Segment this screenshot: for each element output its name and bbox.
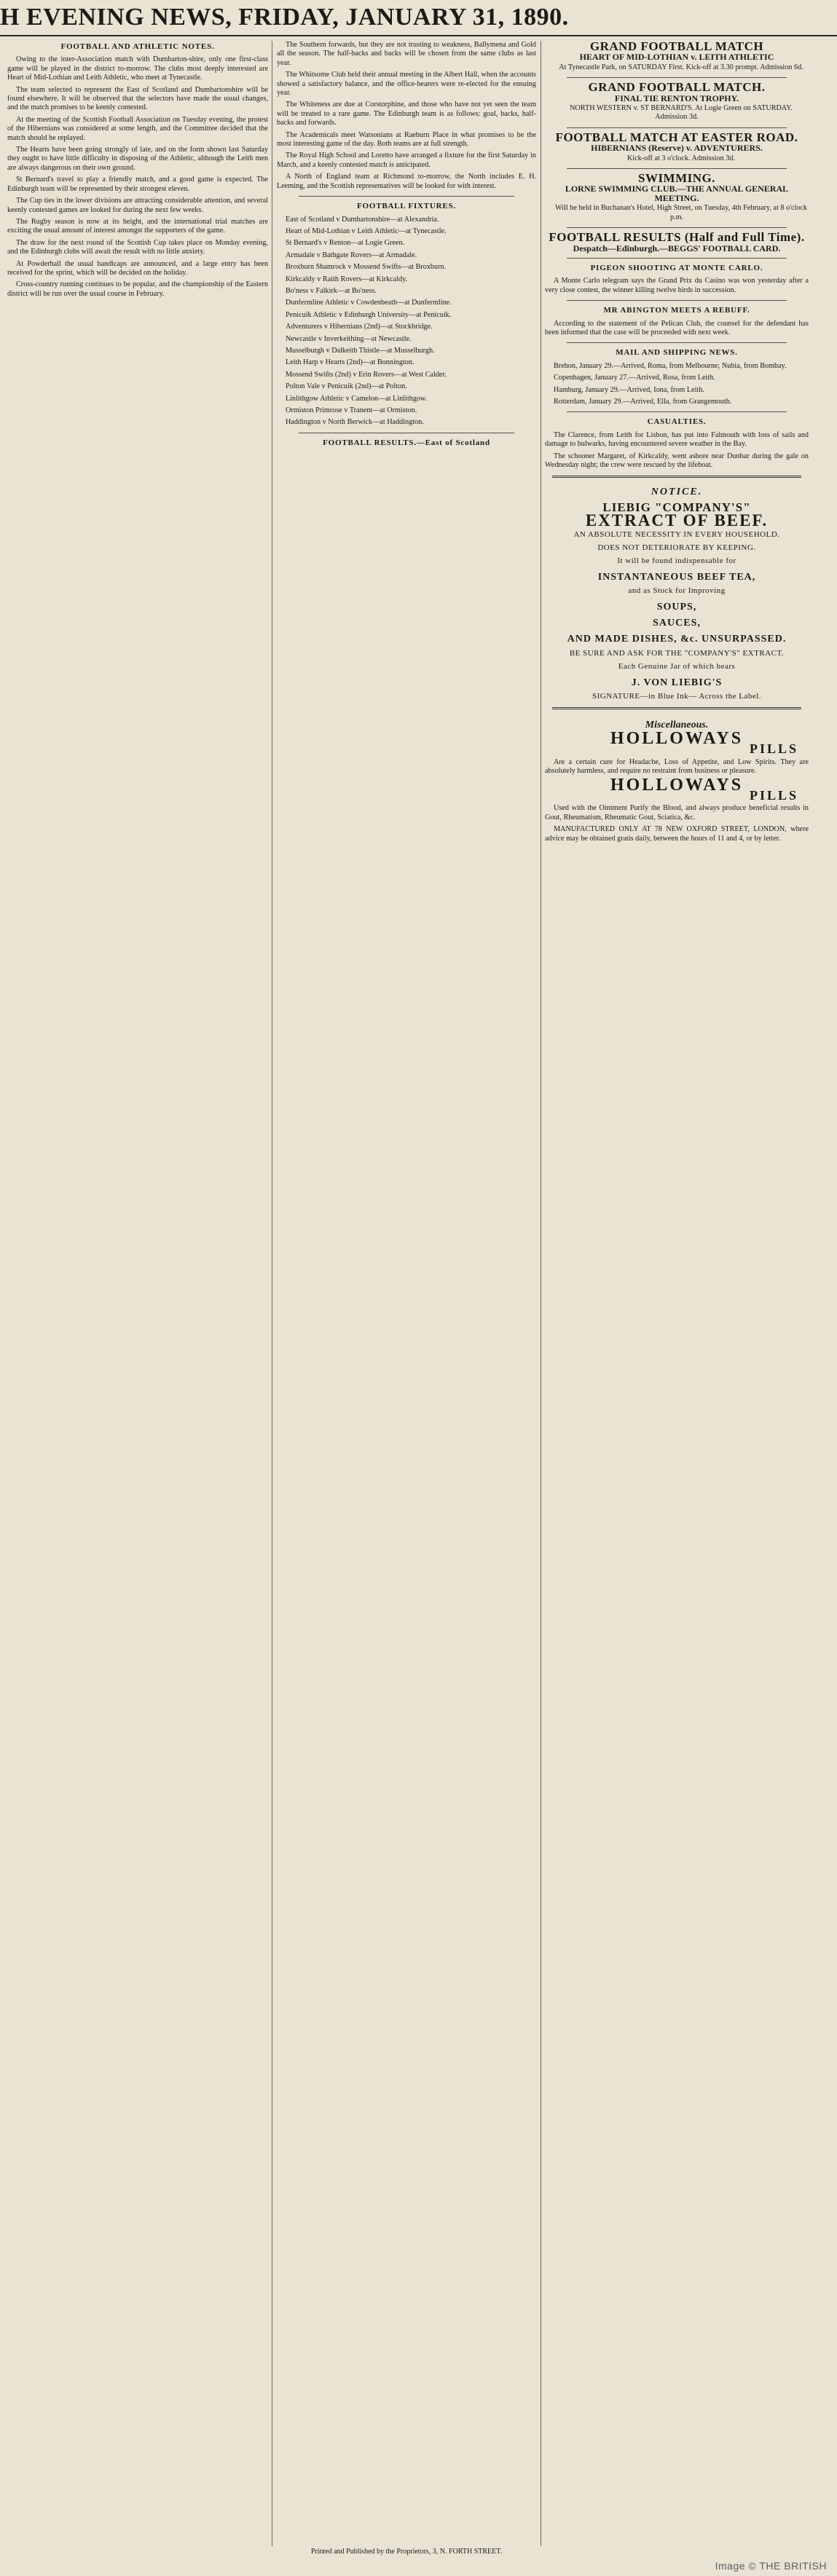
watermark: Image © THE BRITISH	[715, 2560, 827, 2572]
advert-line3: At Tynecastle Park, on SATURDAY First. Kick-off at 3.30 prompt. Admission 6d.	[559, 63, 803, 71]
divider	[567, 127, 787, 128]
advert-line: Each Genuine Jar of which bears	[618, 662, 736, 671]
divider	[552, 476, 801, 478]
article-paragraph: East of Scotland v Dumbartonshire—at Alexandria.	[286, 215, 439, 224]
advert-line: SAUCES,	[653, 618, 701, 629]
news-paragraph: The Clarence, from Leith for Lisbon, has put into Falmouth with loss of sails and damage to bulwarks, having encountered severe weather in the Bay.	[545, 430, 809, 449]
advert-paragraph: Used with the Ointment Purify the Blood, and always produce beneficial results in Gout, Rheumatism, Rheumatic Gout, Sciatica, &c.	[545, 804, 809, 822]
advert-line1: FOOTBALL MATCH AT EASTER ROAD.	[555, 130, 798, 144]
article-paragraph: Newcastle v Inverkeithing—at Newcastle.	[286, 334, 412, 343]
advert-line3: NORTH WESTERN v. ST BERNARD'S. At Logie Green on SATURDAY. Admission 3d.	[570, 104, 793, 122]
fixtures-list	[277, 216, 536, 428]
article-body	[7, 55, 268, 299]
column-sports-notes	[7, 41, 268, 2546]
advert-line1: FOOTBALL RESULTS (Half and Full Time).	[549, 230, 805, 245]
advert	[545, 130, 809, 163]
advert-line2: LORNE SWIMMING CLUB.—THE ANNUAL GENERAL MEETING.	[565, 184, 789, 203]
masthead	[0, 0, 837, 36]
article-paragraph: The draw for the next round of the Scottish Cup takes place on Monday evening, and the Edinburgh clubs will await the result with no little anxiety.	[7, 238, 268, 256]
liebig-title: LIEBIG "COMPANY'S"	[602, 500, 751, 514]
advert-line3: Will be held in Buchanan's Hotel, High Street, on Tuesday, 4th February, at 8 o'clock p.m.	[555, 204, 807, 221]
pigeon-heading: PIGEON SHOOTING AT MONTE CARLO.	[590, 263, 763, 272]
article-paragraph: Mossend Swifts (2nd) v Erin Rovers—at West Calder.	[286, 370, 447, 379]
divider	[567, 168, 787, 169]
advert-line: J. VON LIEBIG'S	[631, 677, 723, 688]
article-paragraph: The Royal High School and Loretto have arranged a fixture for the first Saturday in March, and a keenly contested match is anticipated.	[277, 151, 536, 169]
advert-line2: FINAL TIE RENTON TROPHY.	[614, 92, 739, 103]
advert-line2: HIBERNIANS (Reserve) v. ADVENTURERS.	[591, 143, 763, 154]
divider	[299, 196, 514, 197]
article-paragraph: At the meeting of the Scottish Football Association on Tuesday evening, the protest of the Hibernians was considered at some length, and the Committee decided that the match should be replayed.	[7, 115, 268, 142]
advert-paragraph: MANUFACTURED ONLY AT 78 NEW OXFORD STREET, LONDON, where advice may be obtained gratis daily, between the hours of 11 and 4, or by letter.	[545, 825, 809, 843]
advert-line: SIGNATURE—in Blue Ink— Across the Label.	[592, 692, 762, 701]
article-paragraph: Cross-country running continues to be popular, and the championship of the Eastern district will be run over the usual course in February.	[7, 280, 268, 298]
advert	[545, 42, 809, 72]
article-paragraph: The team selected to represent the East of Scotland and Dumbartonshire will be found elsewhere. It will be observed that the selectors have made the usual changes, and the match promises to be keenly contested.	[7, 85, 268, 112]
article-paragraph: The Cup ties in the lower divisions are attracting considerable attention, and several keenly contested games are looked for during the next few weeks.	[7, 197, 268, 214]
article-paragraph: Armadale v Bathgate Rovers—at Armadale.	[286, 251, 417, 259]
column-adverts	[545, 41, 809, 2546]
article-paragraph: Linlithgow Athletic v Camelon—at Linlithgow.	[286, 394, 428, 403]
column-football	[277, 41, 536, 2546]
article-paragraph: At Powderhall the usual handicaps are announced, and a large entry has been received for the sprint, which will be decided on the holiday.	[7, 259, 268, 277]
article-paragraph: Kirkcaldy v Raith Rovers—at Kirkcaldy.	[286, 275, 408, 283]
article-paragraph: Polton Vale v Penicuik (2nd)—at Polton.	[286, 382, 407, 391]
article-heading: FOOTBALL AND ATHLETIC NOTES.	[60, 42, 215, 51]
divider	[552, 707, 801, 709]
divider	[567, 300, 787, 301]
article-paragraph: St Bernard's v Renton—at Logie Green.	[286, 239, 405, 248]
news-paragraph: The schooner Margaret, of Kirkcaldy, went ashore near Dunbar during the gale on Wednesday night; the crew were rescued by the lifeboat.	[545, 452, 809, 469]
advert-line1: GRAND FOOTBALL MATCH.	[588, 80, 766, 95]
advert-line2: Despatch—Edinburgh.—BEGGS' FOOTBALL CARD.	[573, 243, 781, 253]
fixtures-heading: FOOTBALL FIXTURES.	[356, 202, 457, 211]
news-paragraph: Brehon, January 29.—Arrived, Roma, from Melbourne; Nubia, from Bombay.	[554, 361, 787, 370]
divider	[567, 342, 787, 343]
article-paragraph: The Southern forwards, but they are not trusting to weakness, Ballymena and Gold all the season. The half-backs and backs will be chosen from the same clubs as last year.	[277, 41, 536, 67]
divider	[567, 411, 787, 412]
casualties-heading: CASUALTIES.	[647, 417, 707, 427]
advert-line: INSTANTANEOUS BEEF TEA,	[597, 571, 756, 583]
advert-line1: GRAND FOOTBALL MATCH	[589, 41, 764, 53]
advert-line: It will be found indispensable for	[617, 556, 736, 566]
article-paragraph: Haddington v North Berwick—at Haddington.	[286, 418, 424, 427]
article-paragraph: Penicuik Athletic v Edinburgh University—at Penicuik.	[286, 310, 452, 319]
liebig-advert	[545, 488, 809, 701]
news-paragraph: According to the statement of the Pelican Club, the counsel for the defendant has been informed that the case will be proceeded with next week.	[545, 319, 809, 336]
pills-title: PILLS	[749, 741, 798, 757]
news-paragraph: Copenhagen, January 27.—Arrived, Rosa, from Leith.	[554, 374, 715, 382]
masthead-title: H EVENING NEWS, FRIDAY, JANUARY 31, 1890.	[0, 4, 569, 31]
advert-line: DOES NOT DETERIORATE BY KEEPING.	[597, 543, 756, 553]
mail-heading: MAIL AND SHIPPING NEWS.	[616, 348, 738, 358]
article-paragraph: The Academicals meet Watsonians at Raeburn Place in what promises to be the most interesting game of the day. Both teams are at full strength.	[277, 130, 536, 149]
article-paragraph: Dunfermline Athletic v Cowdenbeath—at Dunfermline.	[286, 299, 452, 307]
advert-line: SOUPS,	[656, 601, 697, 613]
divider	[567, 227, 787, 228]
article-paragraph: The Whiteness are due at Corstorphine, and those who have not yet seen the team will be treated to a rare game. The Edinburgh team is as follows: goal, backs, half-backs and forwards.	[277, 101, 536, 127]
article-paragraph: The Hearts have been going strongly of late, and on the form shown last Saturday they ought to have little difficulty in disposing of the Athletic, although the Leith men are always dangerous on their own ground.	[7, 146, 268, 172]
article-paragraph: A North of England team at Richmond to-morrow, the North includes E. H. Leeming, and the Scottish representatives will be looked for with interest.	[277, 173, 536, 190]
holloways-title: HOLLOWAYS	[610, 775, 744, 795]
extract-title: EXTRACT OF BEEF.	[585, 511, 769, 530]
advert	[545, 171, 809, 222]
pills-title: PILLS	[749, 787, 798, 803]
article-paragraph: Bo'ness v Falkirk—at Bo'ness.	[286, 286, 377, 295]
news-paragraph: A Monte Carlo telegram says the Grand Prix du Casino was won yesterday after a very close contest, the winner killing twelve birds in succession.	[545, 277, 809, 294]
news-paragraph: Rotterdam, January 29.—Arrived, Ella, from Grangemouth.	[554, 397, 732, 406]
holloways-title: HOLLOWAYS	[610, 728, 744, 748]
advert-line: AND MADE DISHES, &c. UNSURPASSED.	[567, 634, 787, 645]
divider	[567, 77, 787, 78]
article-paragraph: Musselburgh v Dalkeith Thistle—at Musselburgh.	[286, 346, 435, 355]
news-paragraph: Hamburg, January 29.—Arrived, Iona, from Leith.	[554, 385, 704, 394]
advert	[545, 80, 809, 122]
advert	[545, 230, 809, 253]
article-paragraph: Adventurers v Hibernians (2nd)—at Stockbridge.	[286, 323, 433, 331]
notice-label: NOTICE.	[651, 487, 703, 498]
divider	[567, 258, 787, 259]
advert-line3: Kick-off at 3 o'clock. Admission 3d.	[627, 154, 735, 162]
advert-line: BE SURE AND ASK FOR THE "COMPANY'S" EXTRACT.	[569, 648, 785, 658]
rebuff-heading: MR ABINGTON MEETS A REBUFF.	[603, 306, 750, 315]
article-paragraph: Owing to the inter-Association match with Dumbarton-shire, only one first-class game will be played in the district to-morrow. The clubs most deeply interested are Heart of Mid-Lothian and Leith Athletic, who meet at Tynecastle.	[7, 55, 268, 82]
imprint: Printed and Published by the Proprietors, 3, N. FORTH STREET.	[310, 2548, 503, 2556]
article-paragraph: Heart of Mid-Lothian v Leith Athletic—at Tynecastle.	[286, 227, 447, 235]
article-paragraph: The Rugby season is now at its height, and the international trial matches are exciting the usual amount of interest amongst the supporters of the game.	[7, 217, 268, 235]
advert-line: and as Stock for Improving	[628, 586, 726, 596]
article-paragraph: St Bernard's travel to play a friendly match, and a good game is expected. The Edinburgh team will be represented by their strongest eleven.	[7, 176, 268, 193]
advert-block	[545, 42, 809, 259]
advert-line: AN ABSOLUTE NECESSITY IN EVERY HOUSEHOLD.	[573, 529, 780, 539]
article-paragraph: Ormiston Primrose v Tranent—at Ormiston.	[286, 406, 417, 414]
results-heading: FOOTBALL RESULTS.—East of Scotland	[323, 438, 490, 447]
article-paragraph: Broxburn Shamrock v Mossend Swifts—at Broxburn.	[286, 263, 447, 272]
advert-line1: SWIMMING.	[637, 171, 716, 186]
misc-heading: Miscellaneous.	[645, 719, 709, 730]
article-paragraph: Leith Harp v Hearts (2nd)—at Bonnington.	[286, 358, 414, 367]
article-body	[277, 41, 536, 191]
article-paragraph: The Whitsome Club held their annual meeting in the Albert Hall, when the accounts showed a satisfactory balance, and the office-bearers were re-elected for the ensuing year.	[277, 71, 536, 98]
advert-line2: HEART OF MID-LOTHIAN v. LEITH ATHLETIC	[579, 52, 774, 63]
advert-paragraph: Are a certain cure for Headache, Loss of Appetite, and Low Spirits. They are absolutely harmless, and require no restraint from business or pleasure.	[545, 757, 809, 776]
